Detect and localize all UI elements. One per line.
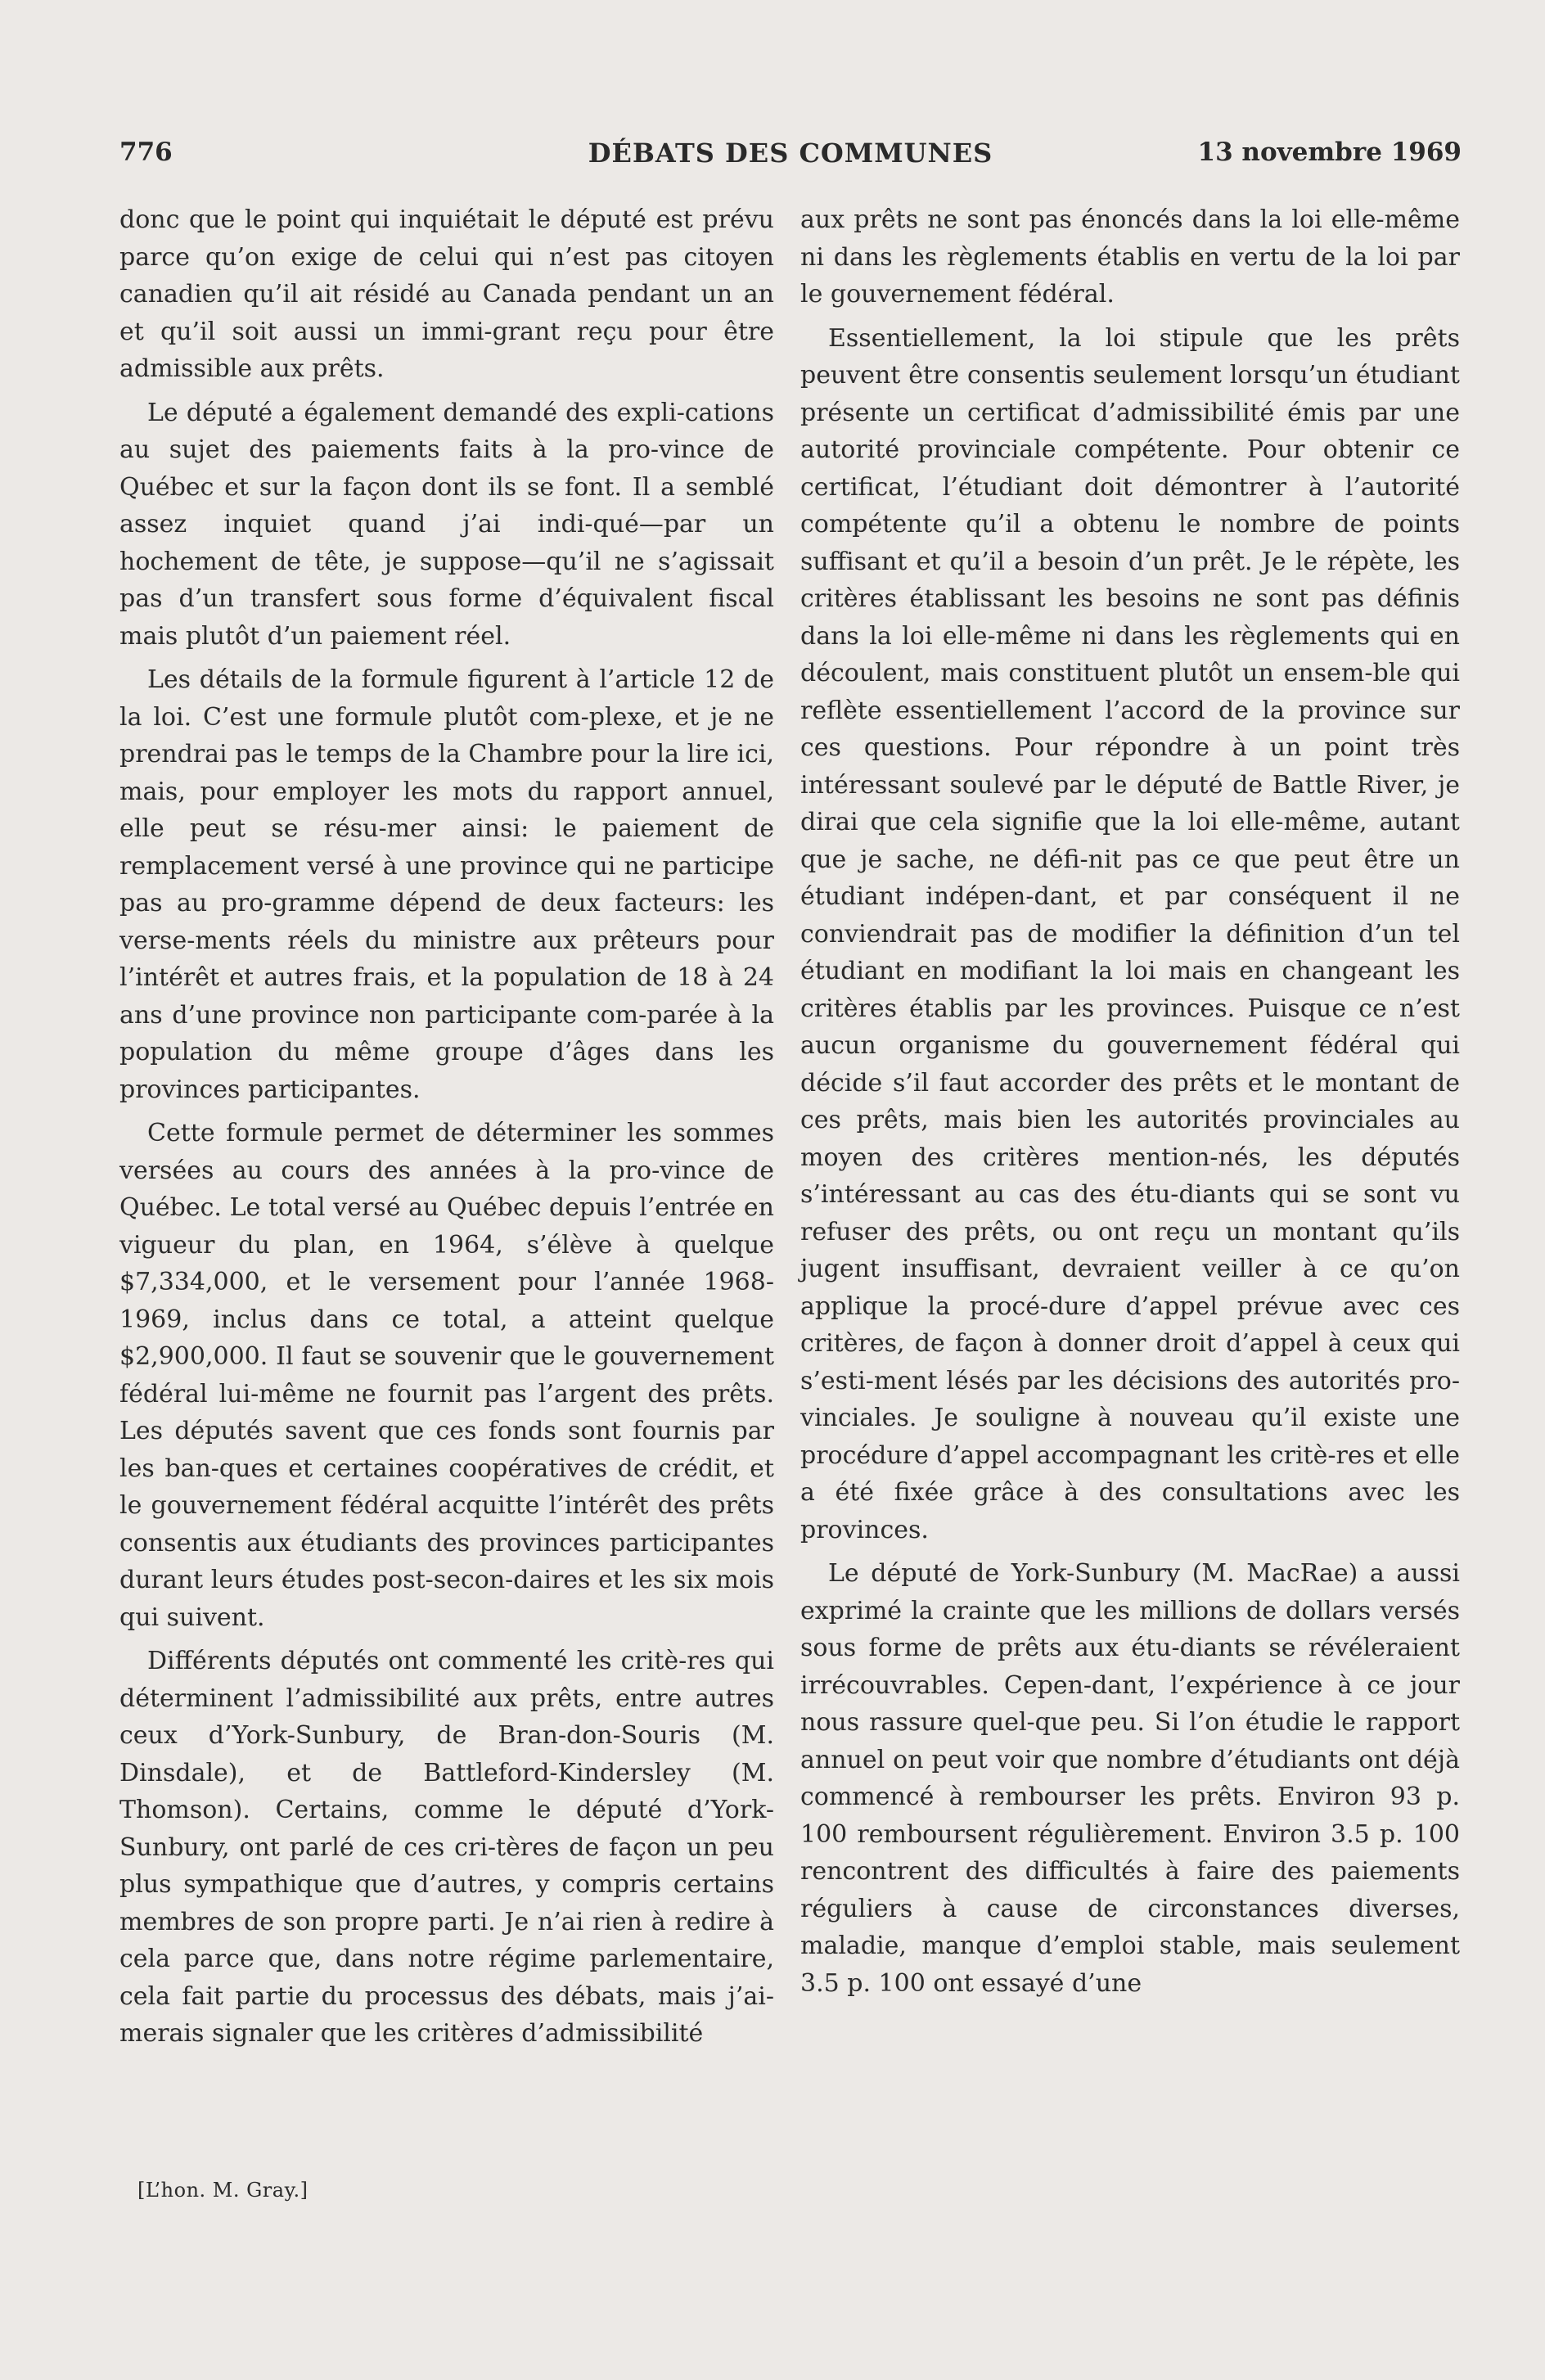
page-header xyxy=(119,137,1462,180)
paragraph: Les détails de la formule figurent à l’article 12 de la loi. C’est une formule plutôt com-plexe, et je ne prendrai pas le temps de la Chambre pour la lire ici, mais, pour employer les mots du rapport annuel, elle peut se résu-mer ainsi: le paiement de remplacement versé à une province qui ne participe pas au pro-gramme dépend de deux facteurs: les verse-ments réels du ministre aux prêteurs pour l’intérêt et autres frais, et la population de 18 à 24 ans d’une province non participante com-parée à la population du même groupe d’âges dans les provinces participantes. xyxy=(119,665,774,1104)
journal-title: DÉBATS DES COMMUNES xyxy=(588,137,993,169)
right-column xyxy=(800,201,1460,2002)
paragraph: Le député de York-Sunbury (M. MacRae) a aussi exprimé la crainte que les millions de dollars versés sous forme de prêts aux étu-diants se révéleraient irrécouvrables. Cepen-dant, l’expérience à ce jour nous rassure quel-que peu. Si l’on étudie le rapport annuel on peut voir que nombre d’étudiants ont déjà commencé à rembourser les prêts. Environ 93 p. 100 remboursent régulièrement. Environ 3.5 p. 100 rencontrent des difficultés à faire des paiements réguliers à cause de circonstances diverses, maladie, manque d’emploi stable, mais seulement 3.5 p. 100 ont essayé d’une xyxy=(800,1559,1460,1998)
speaker-attribution: [L’hon. M. Gray.] xyxy=(137,2179,309,2202)
paragraph: Essentiellement, la loi stipule que les prêts peuvent être consentis seulement lorsqu’un étudiant présente un certificat d’admissibilité émis par une autorité provinciale compétente. Pour obtenir ce certificat, l’étudiant doit démontrer à l’autorité compétente qu’il a obtenu le nombre de points suffisant et qu’il a besoin d’un prêt. Je le répète, les critères établissant les besoins ne sont pas définis dans la loi elle-même ni dans les règlements qui en découlent, mais constituent plutôt un ensem-ble qui reflète essentiellement l’accord de la province sur ces questions. Pour répondre à un point très intéressant soulevé par le député de Battle River, je dirai que cela signifie que la loi elle-même, autant que je sache, ne défi-nit pas ce que peut être un étudiant indépen-dant, et par conséquent il ne conviendrait pas de modifier la définition d’un tel étudiant en modifiant la loi mais en changeant les critères établis par les provinces. Puisque ce n’est aucun organisme du gouvernement fédéral qui décide s’il faut accorder des prêts et le montant de ces prêts, mais bien les autorités provinciales au moyen des critères mention-nés, les députés s’intéressant au cas des étu-diants qui se sont vu refuser des prêts, ou ont reçu un montant qu’ils jugent insuffisant, devraient veiller à ce qu’on applique la procé-dure d’appel prévue avec ces critères, de façon à donner droit d’appel à ceux qui s’esti-ment lésés par les décisions des autorités pro-vinciales. Je souligne à nouveau qu’il existe une procédure d’appel accompagnant les critè-res et elle a été fixée grâce à des consultations avec les provinces. xyxy=(800,323,1460,1544)
publication-date: 13 novembre 1969 xyxy=(1197,137,1462,167)
left-column xyxy=(119,201,774,2053)
paragraph: Différents députés ont commenté les critè-res qui déterminent l’admissibilité aux prêts, entre autres ceux d’York-Sunbury, de Bran-don-Souris (M. Dinsdale), et de Battleford-Kindersley (M. Thomson). Certains, comme le député d’York-Sunbury, ont parlé de ces cri-tères de façon un peu plus sympathique que d’autres, y compris certains membres de son propre parti. Je n’ai rien à redire à cela parce que, dans notre régime parlementaire, cela fait partie du processus des débats, mais j’ai-merais signaler que les critères d’admissibilité xyxy=(119,1647,774,2048)
page-number: 776 xyxy=(119,137,173,167)
paragraph: aux prêts ne sont pas énoncés dans la loi elle-même ni dans les règlements établis en vertu de la loi par le gouvernement fédéral. xyxy=(800,205,1460,309)
paragraph: Le député a également demandé des expli-cations au sujet des paiements faits à la pro-vince de Québec et sur la façon dont ils se font. Il a semblé assez inquiet quand j’ai indi-qué—par un hochement de tête, je suppose—qu’il ne s’agissait pas d’un transfert sous forme d’équivalent fiscal mais plutôt d’un paiement réel. xyxy=(119,398,774,651)
paragraph: donc que le point qui inquiétait le député est prévu parce qu’on exige de celui qui n’est pas citoyen canadien qu’il ait résidé au Canada pendant un an et qu’il soit aussi un immi-grant reçu pour être admissible aux prêts. xyxy=(119,205,774,383)
paragraph: Cette formule permet de déterminer les sommes versées au cours des années à la pro-vince de Québec. Le total versé au Québec depuis l’entrée en vigueur du plan, en 1964, s’élève à quelque $7,334,000, et le versement pour l’année 1968-1969, inclus dans ce total, a atteint quelque $2,900,000. Il faut se souvenir que le gouvernement fédéral lui-même ne fournit pas l’argent des prêts. Les députés savent que ces fonds sont fournis par les ban-ques et certaines coopératives de crédit, et le gouvernement fédéral acquitte l’intérêt des prêts consentis aux étudiants des provinces participantes durant leurs études post-secon-daires et les six mois qui suivent. xyxy=(119,1119,774,1632)
